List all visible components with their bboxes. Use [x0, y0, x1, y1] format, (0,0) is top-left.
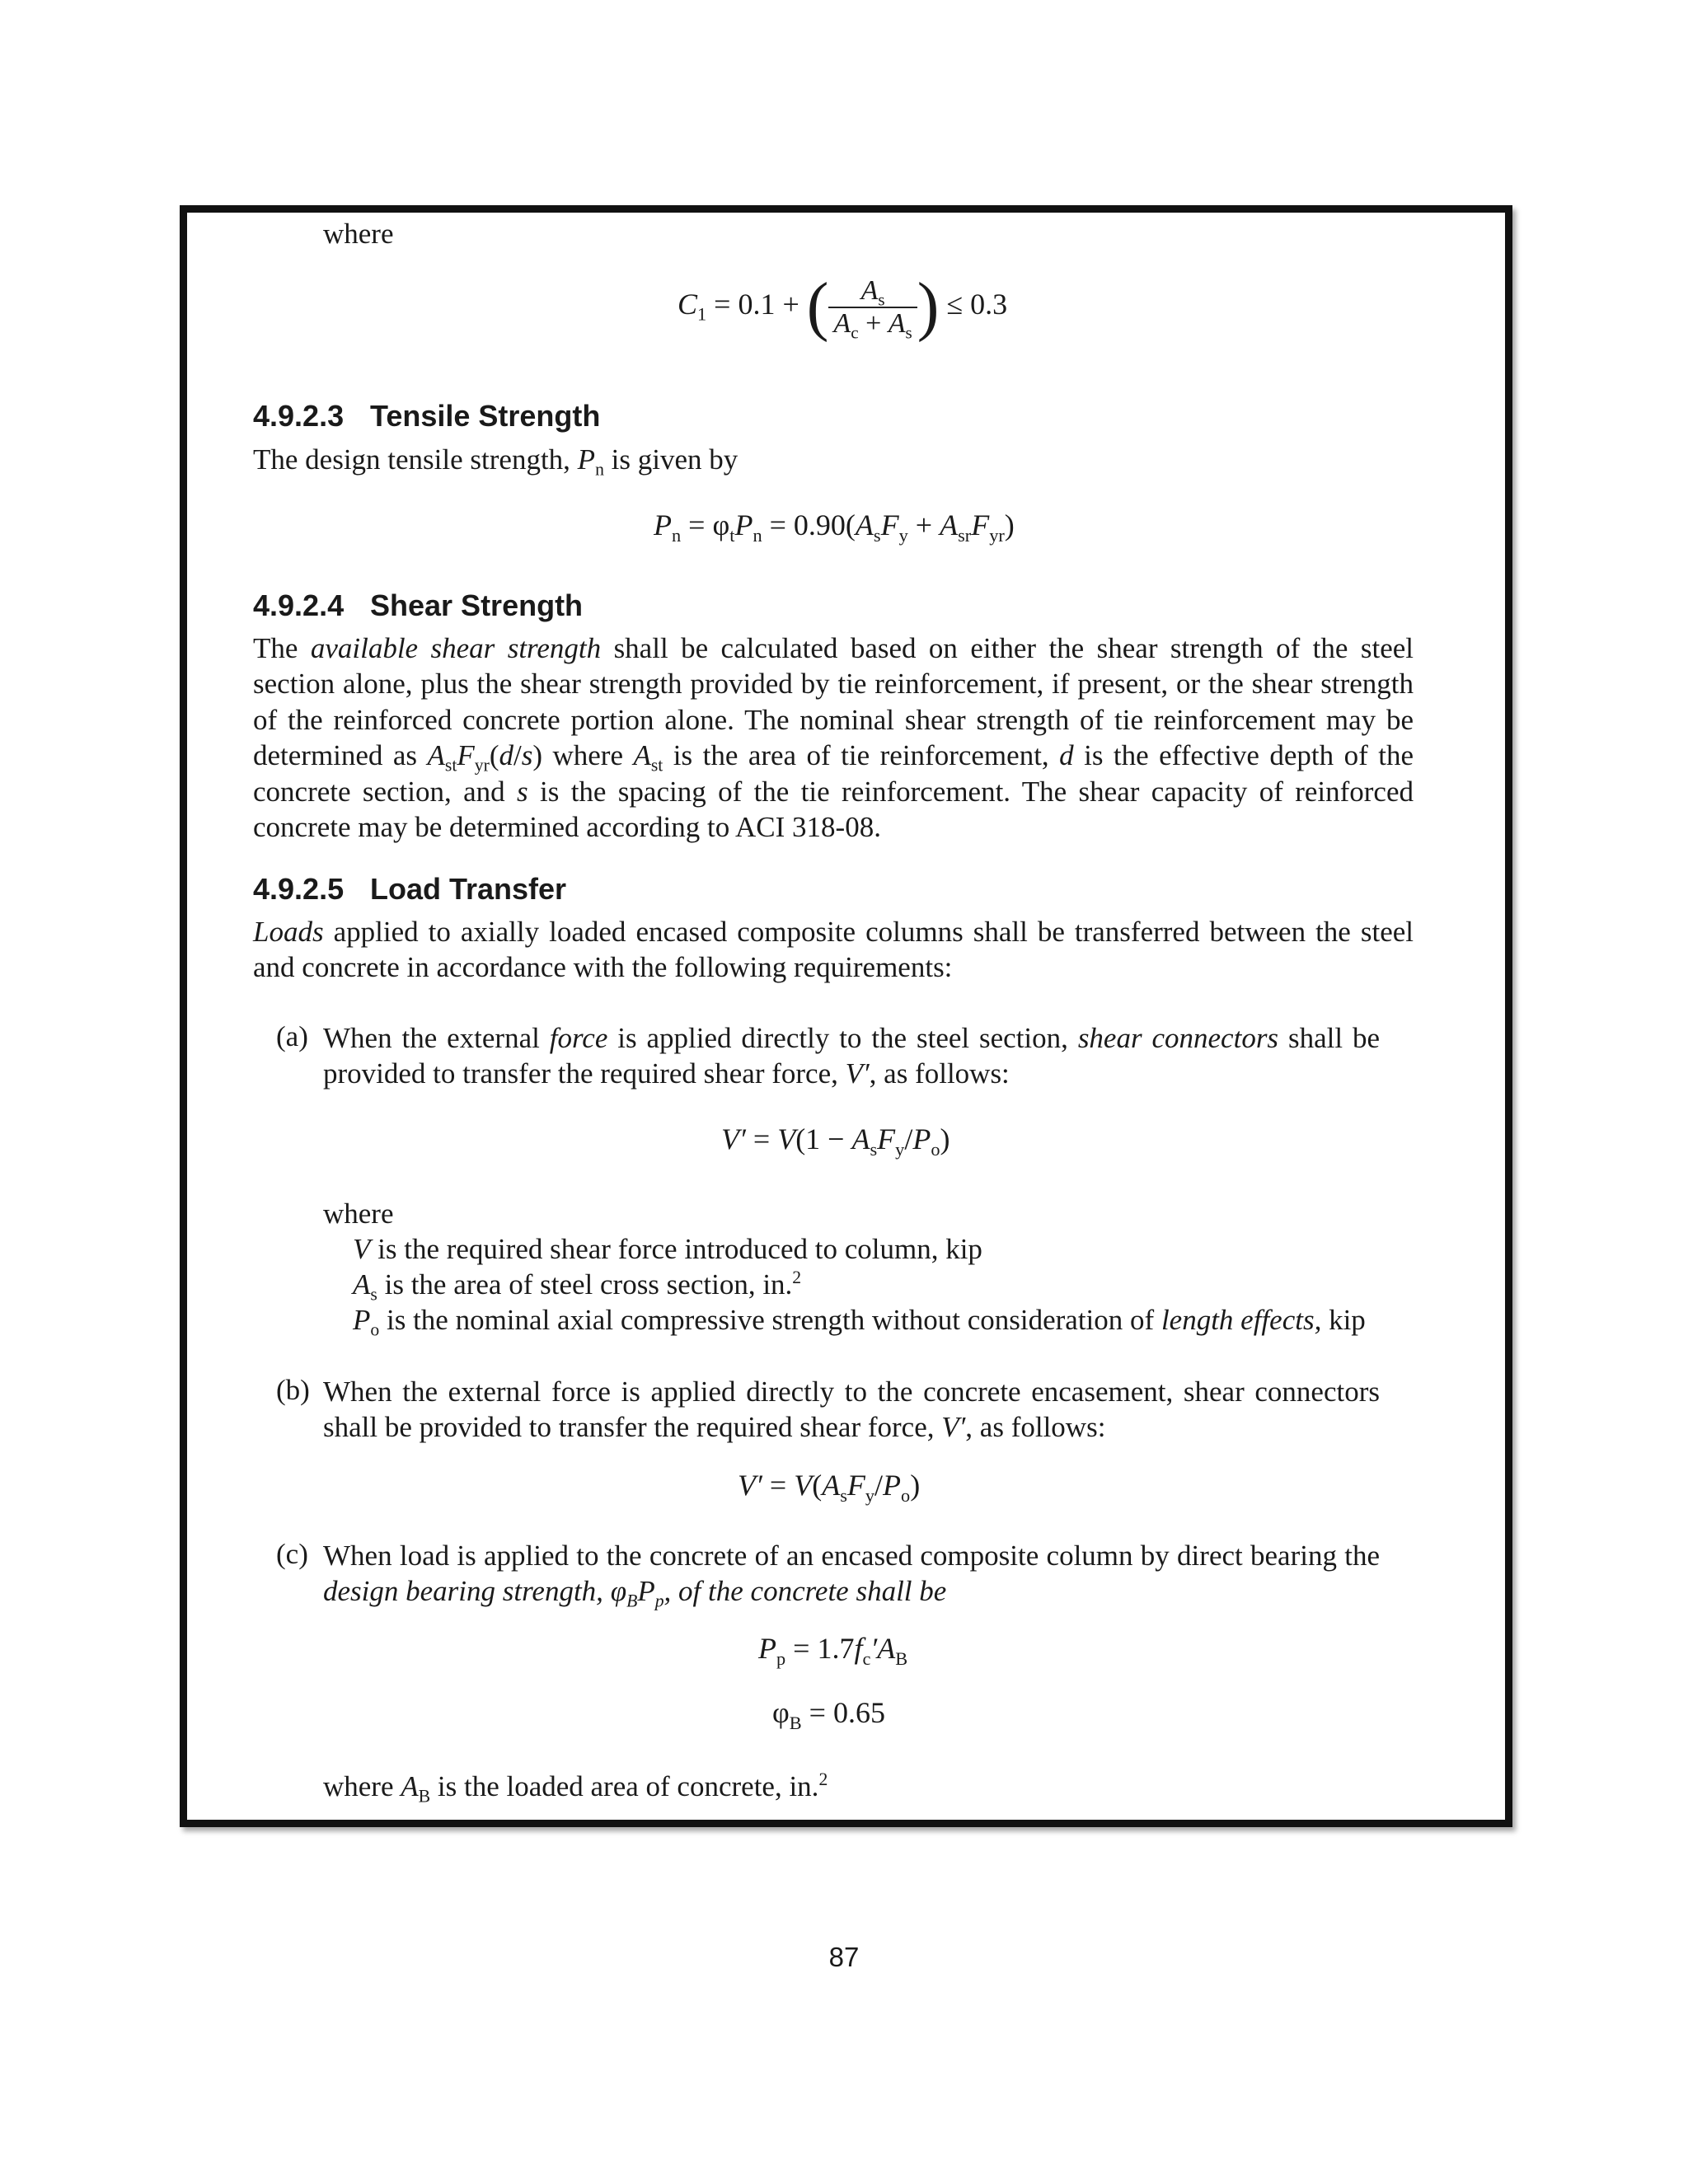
- heading-tensile-strength: 4.9.2.3 Tensile Strength: [253, 399, 601, 433]
- page-number: 87: [828, 1942, 860, 1972]
- definition-po: $P_o$ is the nominal axial compressive strength without consideration of length effects, kip: [353, 1304, 1366, 1340]
- load-transfer-paragraph: Loads applied to axially loaded encased composite columns shall be transferred between the steel and concrete in accordance with the following requirements:: [253, 916, 1414, 984]
- item-a-text: When the external force is applied directly to the steel section, shear connectors shall be provided to transfer the required shear force, V′, as follows:: [323, 1022, 1380, 1090]
- tensile-intro: The design tensile strength, $P_n$ is given by: [253, 443, 738, 480]
- definition-as: $A_s$ is the area of steel cross section, in.$^2$: [353, 1267, 802, 1305]
- equation-a: $V' = V(1 - A_sF_y/P_o)$: [721, 1122, 950, 1160]
- item-c-marker: (c): [276, 1538, 308, 1570]
- shear-strength-paragraph: The available shear strength shall be calculated based on either the shear strength of the steel section alone, plus the shear strength provided by tie reinforcement, if present, or the shear strength of the reinforced concrete portion alone. The nominal shear strength of tie reinforcement may be determined as $A_{st}F_{yr}(d/s)$ where $A_{st}$ is the area of tie reinforcement, d is the effective depth of the concrete section, and s is the spacing of the tie reinforcement. The shear capacity of reinforced concrete may be determined according to ACI 318-08.: [253, 632, 1414, 844]
- item-c-text: When load is applied to the concrete of an encased composite column by direct bearing the design bearing strength, $\varphi_BP_p$, of the concrete shall be: [323, 1540, 1380, 1611]
- final-where: where $A_B$ is the loaded area of concrete, in.$^2$: [323, 1769, 828, 1807]
- equation-b: $V' = V(A_sF_y/P_o)$: [738, 1469, 921, 1506]
- equation-tensile: $P_n = \varphi_tP_n = 0.90(A_sF_y + A_{sr}F_{yr})$: [654, 509, 1015, 546]
- equation-c1: $C_1 = 0.1$ + ( $\frac{A_s}{A_c + A_s}$ ) ≤ 0.3: [678, 270, 1008, 343]
- item-b-text: When the external force is applied directly to the concrete encasement, shear connectors shall be provided to transfer the required shear force, V′, as follows:: [323, 1376, 1380, 1444]
- where-label: where: [323, 218, 394, 250]
- definition-v: V is the required shear force introduced to column, kip: [353, 1233, 982, 1265]
- heading-load-transfer: 4.9.2.5 Load Transfer: [253, 872, 567, 906]
- item-b-marker: (b): [276, 1374, 310, 1406]
- heading-shear-strength: 4.9.2.4 Shear Strength: [253, 588, 584, 622]
- equation-pp: $P_p = 1.7f_c'A_B$: [758, 1632, 908, 1669]
- item-a-marker: (a): [276, 1020, 308, 1052]
- equation-phib: $\varphi_B = 0.65$: [772, 1696, 885, 1733]
- where-a-label: where: [323, 1197, 394, 1230]
